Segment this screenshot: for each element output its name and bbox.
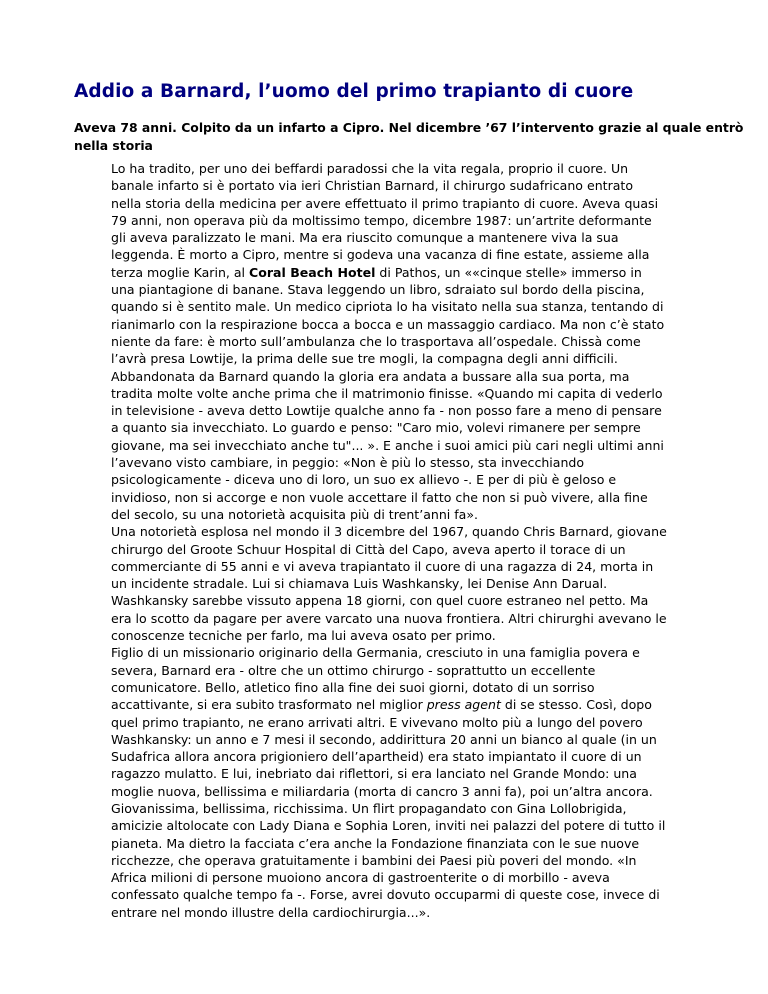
text-line: una piantagione di banane. Stava leggendo un libro, sdraiato sul bordo della piscina,	[111, 282, 645, 298]
text-line: Sudafrica allora ancora prigioniero dell’apartheid) era stato impiantato il cuore di un	[111, 749, 642, 765]
text-line: commerciante di 55 anni e vi aveva trapiantato il cuore di una ragazza di 24, morta in	[111, 558, 654, 574]
press-agent-term: press agent	[426, 697, 501, 713]
text-line: Africa milioni di persone muoiono ancora di gastroenterite o di morbillo - aveva	[111, 870, 610, 886]
text-line: amicizie altolocate con Lady Diana e Sophia Loren, inviti nei palazzi del potere di tutto il	[111, 818, 666, 834]
text-line: era lo scotto da pagare per avere varcato una nuova frontiera. Altri chirurghi avevano le	[111, 610, 667, 626]
hotel-name: Coral Beach Hotel	[249, 264, 376, 280]
text-line: pianeta. Ma dietro la facciata c’era anche la Fondazione finanziata con le sue nuove	[111, 835, 640, 851]
text-line: tradita molte volte anche prima che il matrimonio finisse. «Quando mi capita di vederlo	[111, 385, 663, 401]
text-line: nella storia della medicina per avere effettuato il primo trapianto di cuore. Aveva quasi	[111, 195, 659, 211]
text-line: giovane, ma sei invecchiato anche tu"... ». E anche i suoi amici più cari negli ultimi anni	[111, 437, 664, 453]
text-line: chirurgo del Groote Schuur Hospital di Città del Capo, aveva aperto il torace di un	[111, 541, 626, 557]
text-line: del secolo, su una notorietà acquisita più di trent’anni fa».	[111, 506, 479, 522]
text-fragment: di Pathos, un ««cinque stelle» immerso in	[375, 264, 642, 280]
text-line: in televisione - aveva detto Lowtije qualche anno fa - non posso fare a meno di pensare	[111, 403, 662, 419]
text-line: rianimarlo con la respirazione bocca a bocca e un massaggio cardiaco. Ma non c’è stato	[111, 316, 665, 332]
text-line: niente da fare: è morto sull’ambulanza che lo trasportava all’ospedale. Chissà come	[111, 333, 641, 349]
text-line: ricchezze, che operava gratuitamente i bambini dei Paesi più poveri del mondo. «In	[111, 852, 637, 868]
text-line: confessato qualche tempo fa -. Forse, avrei dovuto occuparmi di queste cose, invece di	[111, 887, 660, 903]
text-line: Giovanissima, bellissima, ricchissima. Un flirt propagandato con Gina Lollobrigida,	[111, 800, 627, 816]
text-line: Abbandonata da Barnard quando la gloria era andata a bussare alla sua porta, ma	[111, 368, 630, 384]
text-line: l’avevano visto cambiare, in peggio: «Non è più lo stesso, sta invecchiando	[111, 455, 585, 471]
text-line: Washkansky sarebbe vissuto appena 18 giorni, con quel cuore estraneo nel petto. Ma	[111, 593, 649, 609]
paragraph-2	[111, 523, 761, 644]
article-title: Addio a Barnard, l’uomo del primo trapianto di cuore	[74, 81, 634, 102]
text-line: leggenda. È morto a Cipro, mentre si godeva una vacanza di fine estate, assieme alla	[111, 247, 650, 263]
paragraph-3	[111, 644, 761, 921]
text-line: moglie nuova, bellissima e miliardaria (morta di cancro 3 anni fa), poi un’altra ancora.	[111, 783, 653, 799]
text-line: comunicatore. Bello, atletico fino alla fine dei suoi giorni, dotato di un sorriso	[111, 679, 595, 695]
paragraph-1	[111, 160, 761, 523]
text-line: invidioso, non si accorge e non vuole accettare il fatto che non si può vivere, alla fine	[111, 489, 648, 505]
text-line: 79 anni, non operava più da moltissimo tempo, dicembre 1987: un’artrite deformante	[111, 212, 652, 228]
text-line: gli aveva paralizzato le mani. Ma era riuscito comunque a mantenere viva la sua	[111, 230, 619, 246]
text-line: un incidente stradale. Lui si chiamava Luis Washkansky, lei Denise Ann Darual.	[111, 576, 608, 592]
text-line: ragazzo mulatto. E lui, inebriato dai riflettori, si era lanciato nel Grande Mondo: una	[111, 766, 637, 782]
article-body	[111, 160, 761, 921]
text-line: Washkansky: un anno e 7 mesi il secondo, addirittura 20 anni un bianco al quale (in un	[111, 731, 657, 747]
text-line: entrare nel mondo illustre della cardiochirurgia...».	[111, 904, 431, 920]
text-line: a quanto sia invecchiato. Lo guardo e penso: "Caro mio, volevi rimanere per sempre	[111, 420, 641, 436]
text-fragment: accattivante, si era subito trasformato nel miglior	[111, 697, 427, 713]
text-line	[111, 264, 761, 281]
text-fragment: di se stesso. Così, dopo	[500, 697, 652, 713]
text-line: Figlio di un missionario originario della Germania, cresciuto in una famiglia povera e	[111, 645, 640, 661]
text-line: conoscenze tecniche per farlo, ma lui aveva osato per primo.	[111, 628, 496, 644]
text-line: severa, Barnard era - oltre che un ottimo chirurgo - soprattutto un eccellente	[111, 662, 596, 678]
text-line	[111, 696, 761, 713]
text-line: quando si è sentito male. Un medico cipriota lo ha visitato nella sua stanza, tentando di	[111, 299, 664, 315]
text-fragment: terza moglie Karin, al	[111, 264, 250, 280]
article-subtitle: Aveva 78 anni. Colpito da un infarto a Cipro. Nel dicembre ’67 l’intervento grazie al quale entrò nella storia	[74, 120, 744, 153]
text-line: l’avrà presa Lowtije, la prima delle sue tre mogli, la compagna degli anni difficili.	[111, 351, 618, 367]
text-line: psicologicamente - diceva uno di loro, un suo ex allievo -. E per di più è geloso e	[111, 472, 617, 488]
text-line: Lo ha tradito, per uno dei beffardi paradossi che la vita regala, proprio il cuore. Un	[111, 161, 629, 176]
text-line: banale infarto si è portato via ieri Christian Barnard, il chirurgo sudafricano entrato	[111, 178, 634, 194]
text-line: Una notorietà esplosa nel mondo il 3 dicembre del 1967, quando Chris Barnard, giovane	[111, 524, 667, 540]
text-line: quel primo trapianto, ne erano arrivati altri. E vivevano molto più a lungo del povero	[111, 714, 643, 730]
